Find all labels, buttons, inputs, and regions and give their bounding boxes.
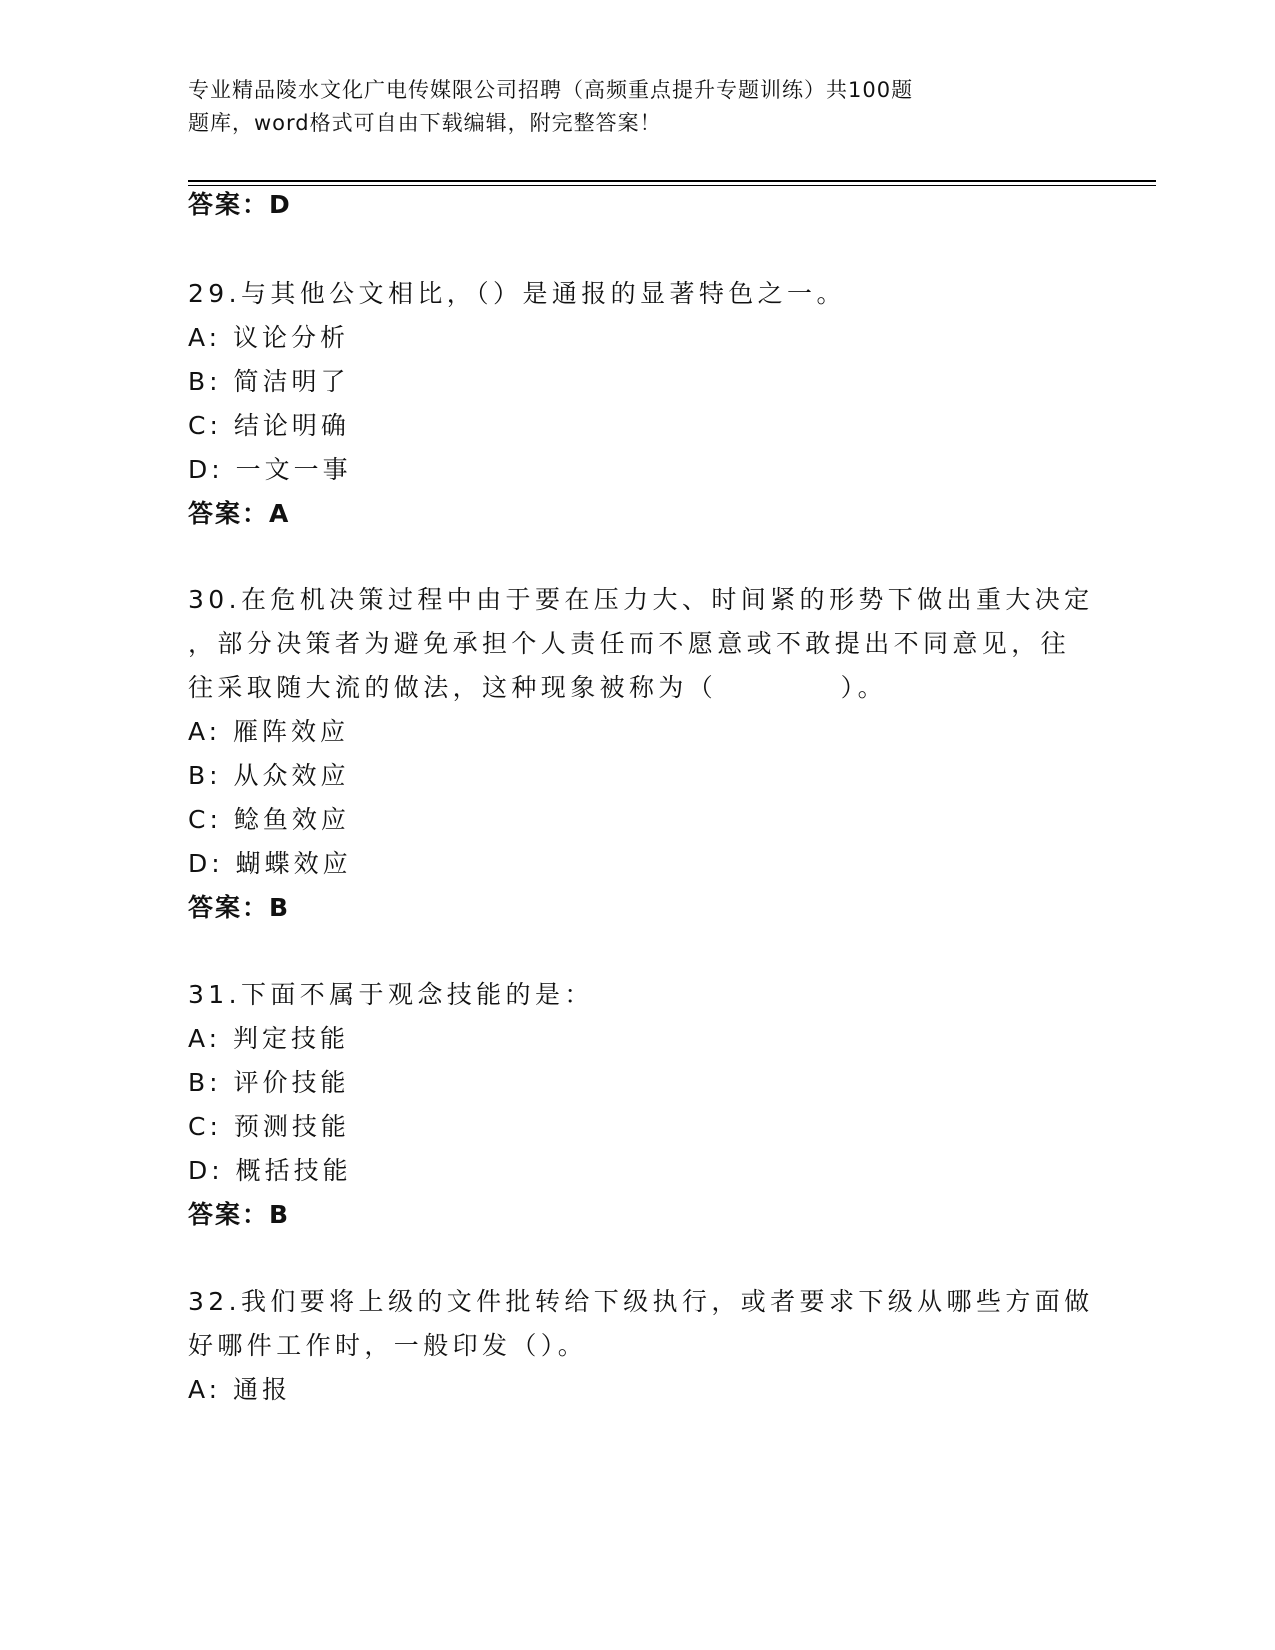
option-29-c: C: 结论明确 xyxy=(188,411,350,440)
option-31-a: A: 判定技能 xyxy=(188,1024,350,1053)
answer-30: 答案：B xyxy=(188,893,291,922)
option-29-b: B: 简洁明了 xyxy=(188,367,350,396)
question-stem-30-line-1: 30.在危机决策过程中由于要在压力大、时间紧的形势下做出重大决定 xyxy=(188,585,1094,614)
question-stem-32-line-1: 32.我们要将上级的文件批转给下级执行，或者要求下级从哪些方面做 xyxy=(188,1287,1094,1316)
option-31-c: C: 预测技能 xyxy=(188,1112,350,1141)
question-stem-29: 29.与其他公文相比，（）是通报的显著特色之一。 xyxy=(188,279,846,308)
option-30-d: D: 蝴蝶效应 xyxy=(188,849,352,878)
answer-31: 答案：B xyxy=(188,1200,291,1229)
question-stem-32-line-2: 好哪件工作时，一般印发（）。 xyxy=(188,1331,588,1360)
answer-29: 答案：A xyxy=(188,499,291,528)
answer-line: 答案：D xyxy=(188,190,292,219)
page-header xyxy=(188,74,1068,140)
question-stem-31: 31.下面不属于观念技能的是： xyxy=(188,980,594,1009)
option-29-d: D: 一文一事 xyxy=(188,455,352,484)
header-line-1: 专业精品陵水文化广电传媒限公司招聘（高频重点提升专题训练）共100题 xyxy=(188,78,914,102)
header-line-2: 题库，word格式可自由下载编辑，附完整答案！ xyxy=(188,111,662,135)
option-32-a: A: 通报 xyxy=(188,1375,292,1404)
option-31-b: B: 评价技能 xyxy=(188,1068,350,1097)
question-stem-30-line-3: 往采取随大流的做法，这种现象被称为（ ）。 xyxy=(188,673,887,702)
option-30-b: B: 从众效应 xyxy=(188,761,350,790)
option-31-d: D: 概括技能 xyxy=(188,1156,352,1185)
option-30-c: C: 鲶鱼效应 xyxy=(188,805,350,834)
option-30-a: A: 雁阵效应 xyxy=(188,717,350,746)
option-29-a: A: 议论分析 xyxy=(188,323,350,352)
question-stem-30-line-2: ，部分决策者为避免承担个人责任而不愿意或不敢提出不同意见，往 xyxy=(188,629,1071,658)
